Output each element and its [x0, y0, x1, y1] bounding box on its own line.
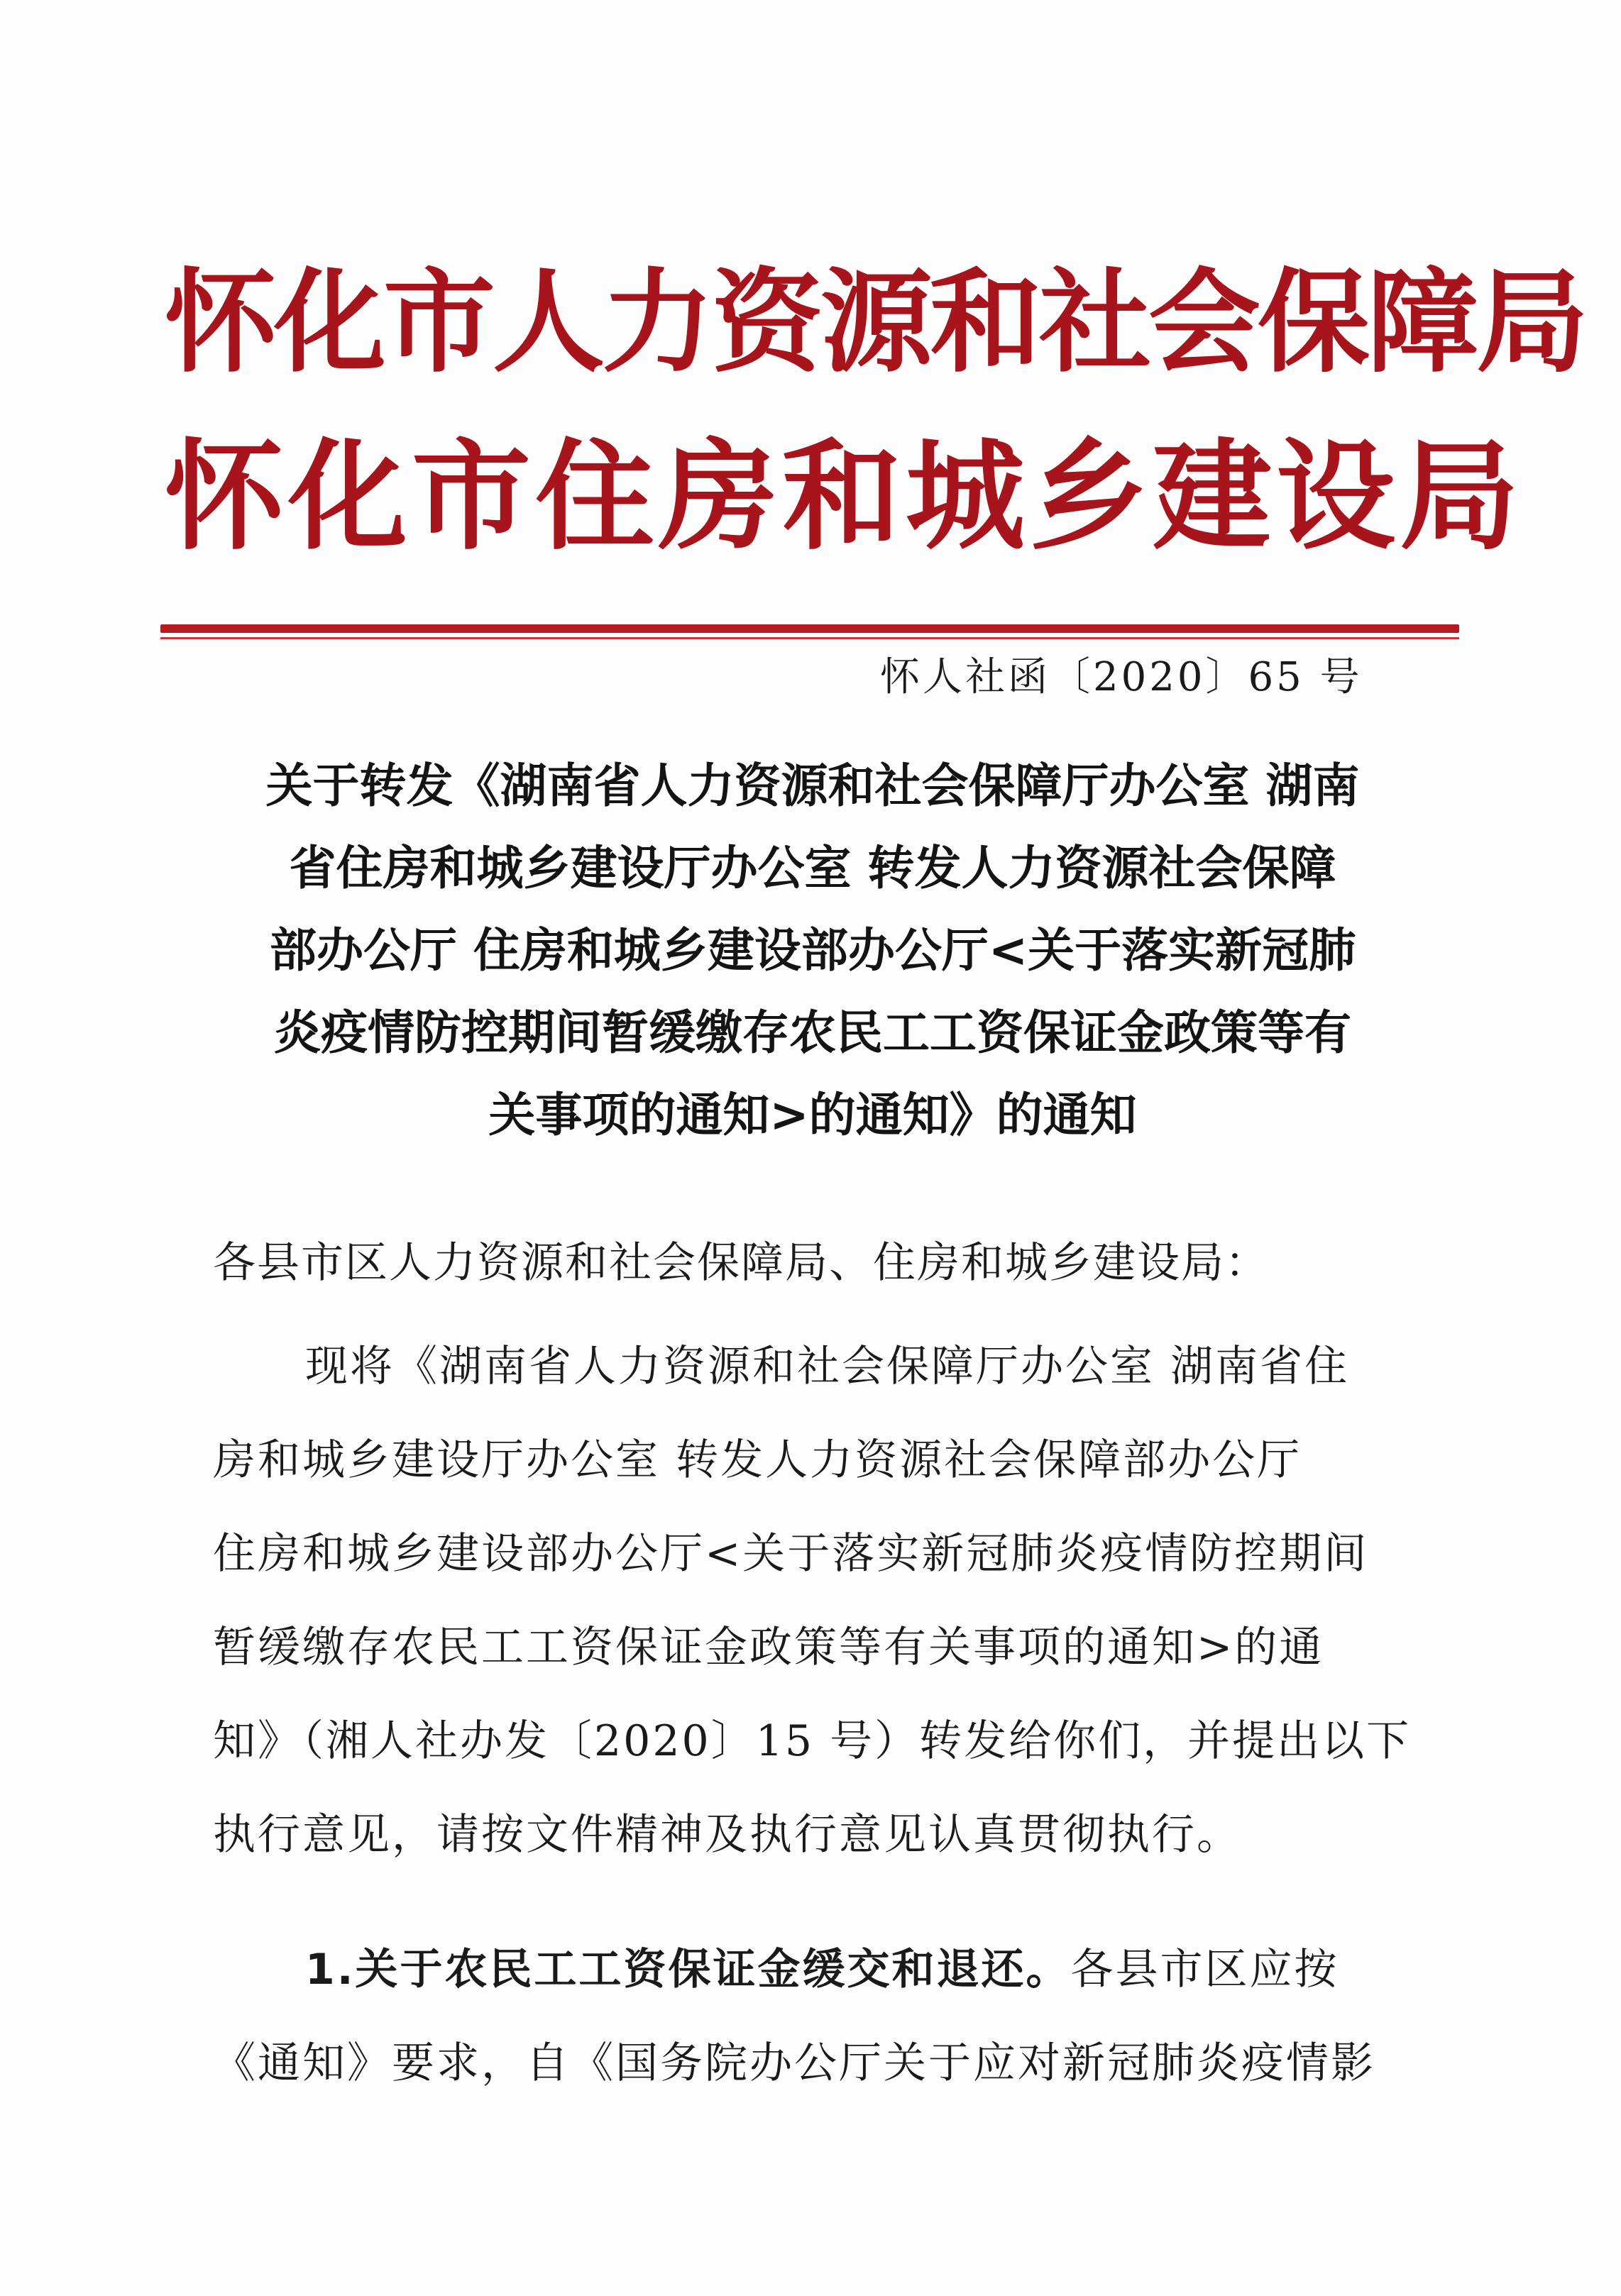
paragraph-line: 执行意见，请按文件精神及执行意见认真贯彻执行。: [213, 1810, 1241, 1860]
paragraph-line: 暂缓缴存农民工工资保证金政策等有关事项的通知>的通: [213, 1623, 1324, 1672]
issuing-org-2: 怀化市住房和城乡建设局: [165, 427, 1523, 566]
issuing-org-1: 怀化市人力资源和社会保障局: [165, 258, 1586, 388]
body-paragraph-2: [213, 1923, 1434, 2110]
paragraph-line: 《通知》要求，自《国务院办公厅关于应对新冠肺炎疫情影: [213, 2038, 1375, 2088]
red-divider: [160, 624, 1459, 633]
body-paragraph-1: [213, 1320, 1434, 1882]
paragraph-line: [213, 1923, 1434, 2016]
document-title: [213, 745, 1412, 1157]
title-line: 炎疫情防控期间暂缓缴存农民工工资保证金政策等有: [274, 1005, 1351, 1060]
document-number: 怀人社函〔2020〕65 号: [880, 654, 1363, 700]
paragraph-line: 房和城乡建设厅办公室 转发人力资源社会保障部办公厅: [213, 1435, 1302, 1485]
paragraph-line: 知》（湘人社办发〔2020〕15 号）转发给你们，并提出以下: [213, 1716, 1412, 1766]
section-heading: 1.关于农民工工资保证金缓交和退还。: [305, 1945, 1071, 1994]
title-line: 省住房和城乡建设厅办公室 转发人力资源社会保障: [289, 841, 1336, 895]
addressee: 各县市区人力资源和社会保障局、住房和城乡建设局：: [213, 1238, 1269, 1288]
title-line: 关于转发《湖南省人力资源和社会保障厅办公室 湖南: [265, 758, 1360, 813]
paragraph-line: 住房和城乡建设部办公厅<关于落实新冠肺炎疫情防控期间: [213, 1529, 1369, 1579]
paragraph-line: 现将《湖南省人力资源和社会保障厅办公室 湖南省住: [305, 1342, 1350, 1391]
paragraph-text: 各县市区应按: [1070, 1945, 1339, 1994]
title-line: 部办公厅 住房和城乡建设部办公厅<关于落实新冠肺: [269, 923, 1356, 978]
title-line: 关事项的通知>的通知》的通知: [488, 1088, 1137, 1142]
red-divider-thin: [160, 637, 1459, 639]
